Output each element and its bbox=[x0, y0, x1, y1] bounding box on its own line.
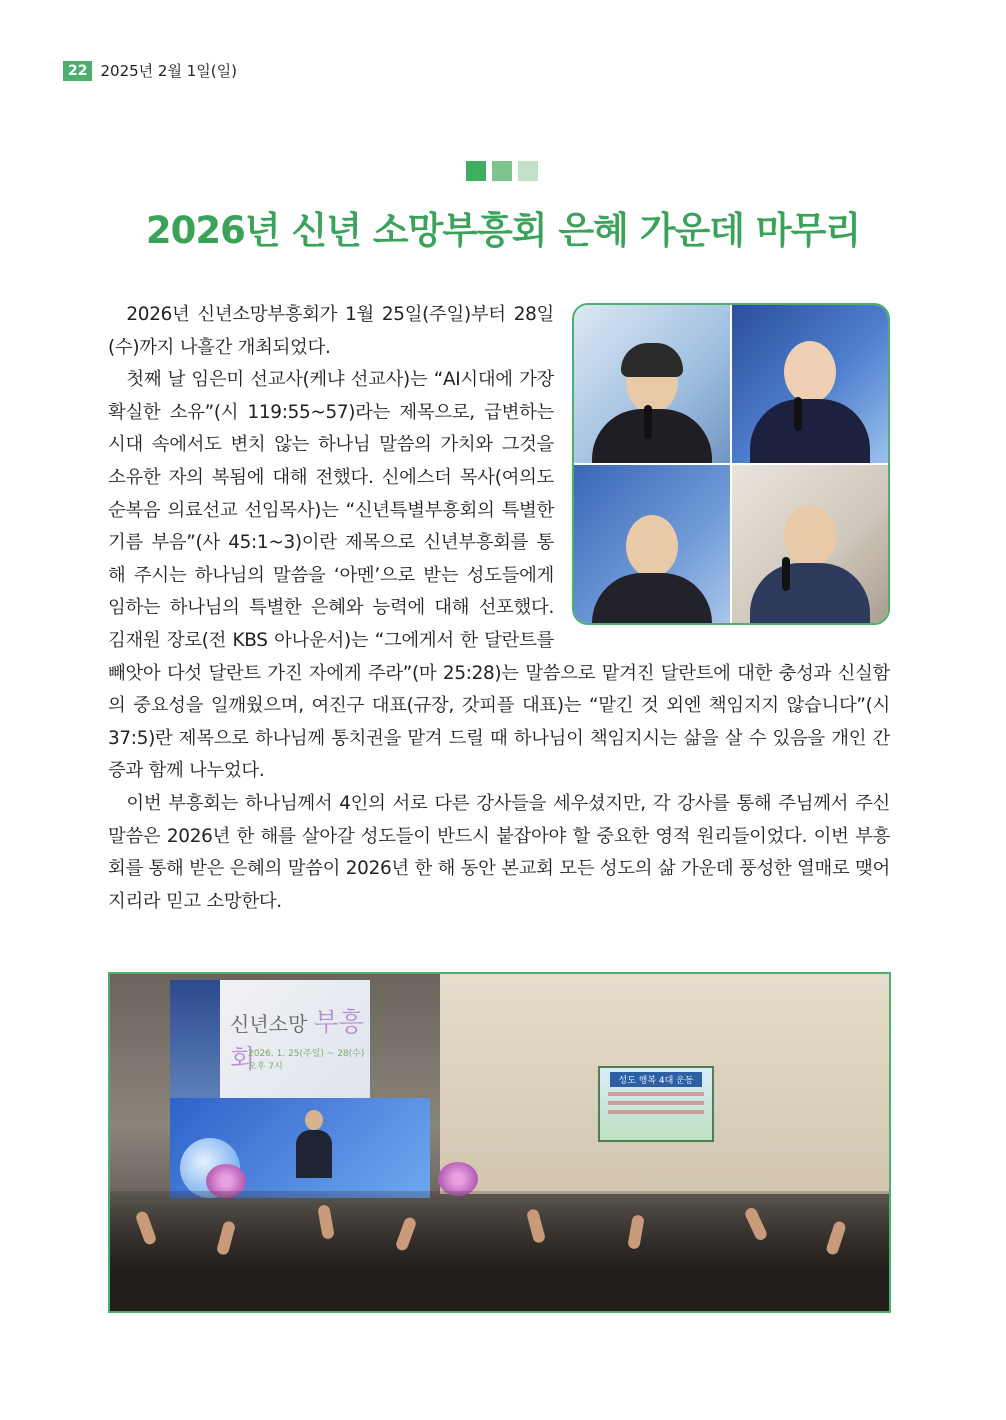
paragraph-3: 이번 부흥회는 하나님께서 4인의 서로 다른 강사들을 세우셨지만, 각 강사를 통해 주님께서 주신 말씀은 2026년 한 해를 살아갈 성도들이 반드시 붙잡아야 할 중요한 영적 원리들이었다. 이번 부흥회를 통해 받은 은혜의 말씀이 2026년 한 해 동안 본교회 모든 성도의 삶 가운데 풍성한 열매로 맺어지리라 믿고 소망한다. bbox=[108, 792, 890, 912]
wall-banner bbox=[598, 1066, 714, 1142]
speakers-photo-grid bbox=[572, 303, 890, 625]
paragraph-1: 2026년 신년소망부흥회가 1월 25일(주일)부터 28일(수)까지 나흘간 개최되었다. bbox=[108, 304, 554, 358]
wall-banner-title: 성도 행복 4대 운동 bbox=[610, 1072, 702, 1087]
deco-square-mid bbox=[492, 161, 512, 181]
speaker-photo-1 bbox=[574, 305, 730, 463]
screen-title: 신년소망 부흥회 bbox=[230, 1008, 364, 1075]
deco-square-light bbox=[518, 161, 538, 181]
speaker-photo-2 bbox=[732, 305, 888, 463]
event-screen bbox=[170, 980, 370, 1098]
preacher-figure bbox=[296, 1110, 332, 1178]
article-title: 2026년 신년 소망부흥회 은혜 가운데 마무리 bbox=[145, 209, 861, 252]
page-number: 22 bbox=[63, 61, 92, 81]
paragraph-2: 첫째 날 임은미 선교사(케냐 선교사)는 “AI시대에 가장 확실한 소유”(시 119:55~57)라는 제목으로, 급변하는 시대 속에서도 변치 않는 하나님 말씀의 가치와 그것을 소유한 자의 복됨에 대해 전했다. 신에스더 목사(여의도순복음 의료선교 선임목사)는 “신년특별부흥회의 특별한 기름 부음”(사 45:1~3)이란 제목으로 신년부흥회를 통해 주시는 하나님의 말씀을 ‘아멘’으로 받는 성도들에게 임하는 하나님의 특별한 은혜와 능력에 대해 선포했다. 김재원 장로(전 KBS 아나운서)는 “그에게서 한 달란트를 빼앗아 다섯 달란트 가진 자에게 주라”(마 25:28)는 말씀으로 맡겨진 달란트에 대한 충성과 신실함의 중요성을 일깨웠으며, 여진구 대표(규장, 갓피플 대표)는 “맡긴 것 외엔 책임지지 않습니다”(시 37:5)란 제목으로 하나님께 통치권을 맡겨 드릴 때 하나님이 책임지시는 삶을 살 수 있음을 개인 간증과 함께 나누었다. bbox=[108, 369, 890, 782]
page-header bbox=[63, 60, 237, 81]
speaker-photo-4 bbox=[732, 465, 888, 623]
speaker-photo-3 bbox=[574, 465, 730, 623]
revival-hall-photo bbox=[108, 972, 891, 1313]
congregation bbox=[110, 1191, 891, 1311]
title-decoration bbox=[466, 161, 538, 181]
screen-dates: 2026. 1. 25(주일) ~ 28(수) 오후 7시 bbox=[248, 1049, 365, 1072]
article-body bbox=[108, 299, 890, 918]
deco-square-dark bbox=[466, 161, 486, 181]
issue-date: 2025년 2월 1일(일) bbox=[100, 62, 237, 80]
